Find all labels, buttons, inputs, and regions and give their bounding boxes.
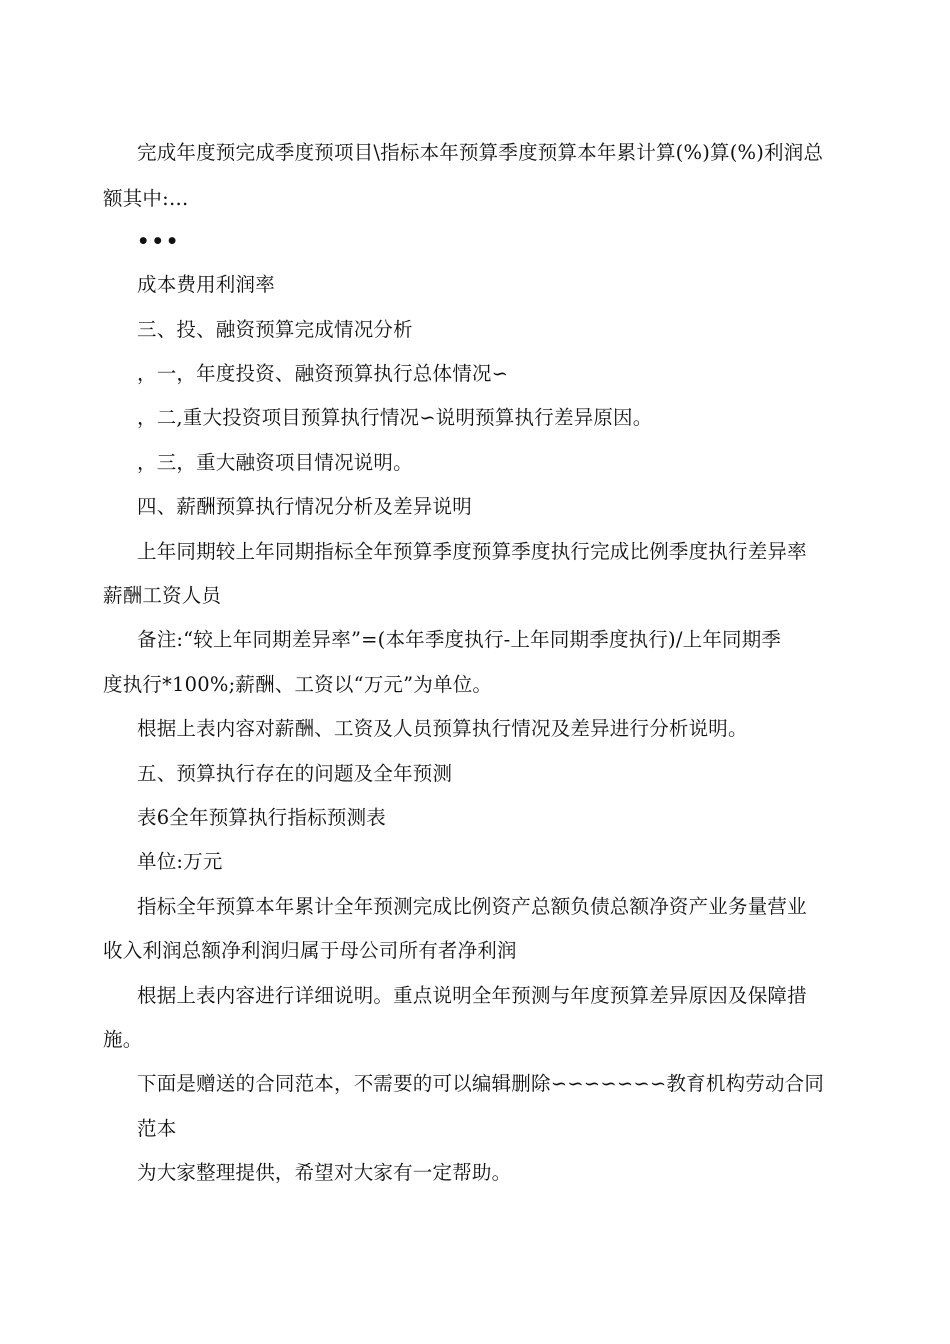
text-line-closing: 为大家整理提供，希望对大家有一定帮助。 [137,1161,512,1184]
text-line-contract-template: 下面是赠送的合同范本，不需要的可以编辑删除∽∽∽∽∽∽∽教育机构劳动合同 [137,1072,825,1095]
text-line-salary-table-header: 上年同期较上年同期指标全年预算季度预算季度执行完成比例季度执行差异率 [137,540,807,563]
text-line-salary-analysis: 根据上表内容对薪酬、工资及人员预算执行情况及差异进行分析说明。 [137,717,748,740]
table-caption-6: 表6全年预算执行指标预测表 [137,806,387,829]
text-line-ellipsis-dots: ••• [137,230,181,253]
section-heading-3: 三、投、融资预算完成情况分析 [137,318,413,341]
text-line-salary-table-header-cont: 薪酬工资人员 [103,584,222,607]
list-item-3-3: ，三，重大融资项目情况说明。 [137,451,413,474]
text-line-cost-profit-rate: 成本费用利润率 [137,273,275,296]
text-line-budget-table-header-cont: 额其中:… [103,187,189,210]
text-line-note-cont: 度执行*100%;薪酬、工资以“万元”为单位。 [103,673,493,696]
list-item-3-2: ，二,重大投资项目预算执行情况∽说明预算执行差异原因。 [137,406,653,429]
text-line-budget-table-header: 完成年度预完成季度预项目\指标本年预算季度预算本年累计算(%)算(%)利润总 [137,141,824,164]
text-line-contract-template-cont: 范本 [137,1117,177,1140]
text-line-forecast-table-header-cont: 收入利润总额净利润归属于母公司所有者净利润 [103,939,517,962]
section-heading-5: 五、预算执行存在的问题及全年预测 [137,762,453,785]
text-line-forecast-explanation-cont: 施。 [103,1028,143,1051]
section-heading-4: 四、薪酬预算执行情况分析及差异说明 [137,495,472,518]
text-line-forecast-table-header: 指标全年预算本年累计全年预测完成比例资产总额负债总额净资产业务量营业 [137,895,807,918]
list-item-3-1: ，一，年度投资、融资预算执行总体情况∽ [137,362,509,385]
text-line-forecast-explanation: 根据上表内容进行详细说明。重点说明全年预测与年度预算差异原因及保障措 [137,984,807,1007]
text-line-unit: 单位:万元 [137,850,223,873]
text-line-note: 备注:“较上年同期差异率”=(本年季度执行-上年同期季度执行)/上年同期季 [137,628,782,651]
